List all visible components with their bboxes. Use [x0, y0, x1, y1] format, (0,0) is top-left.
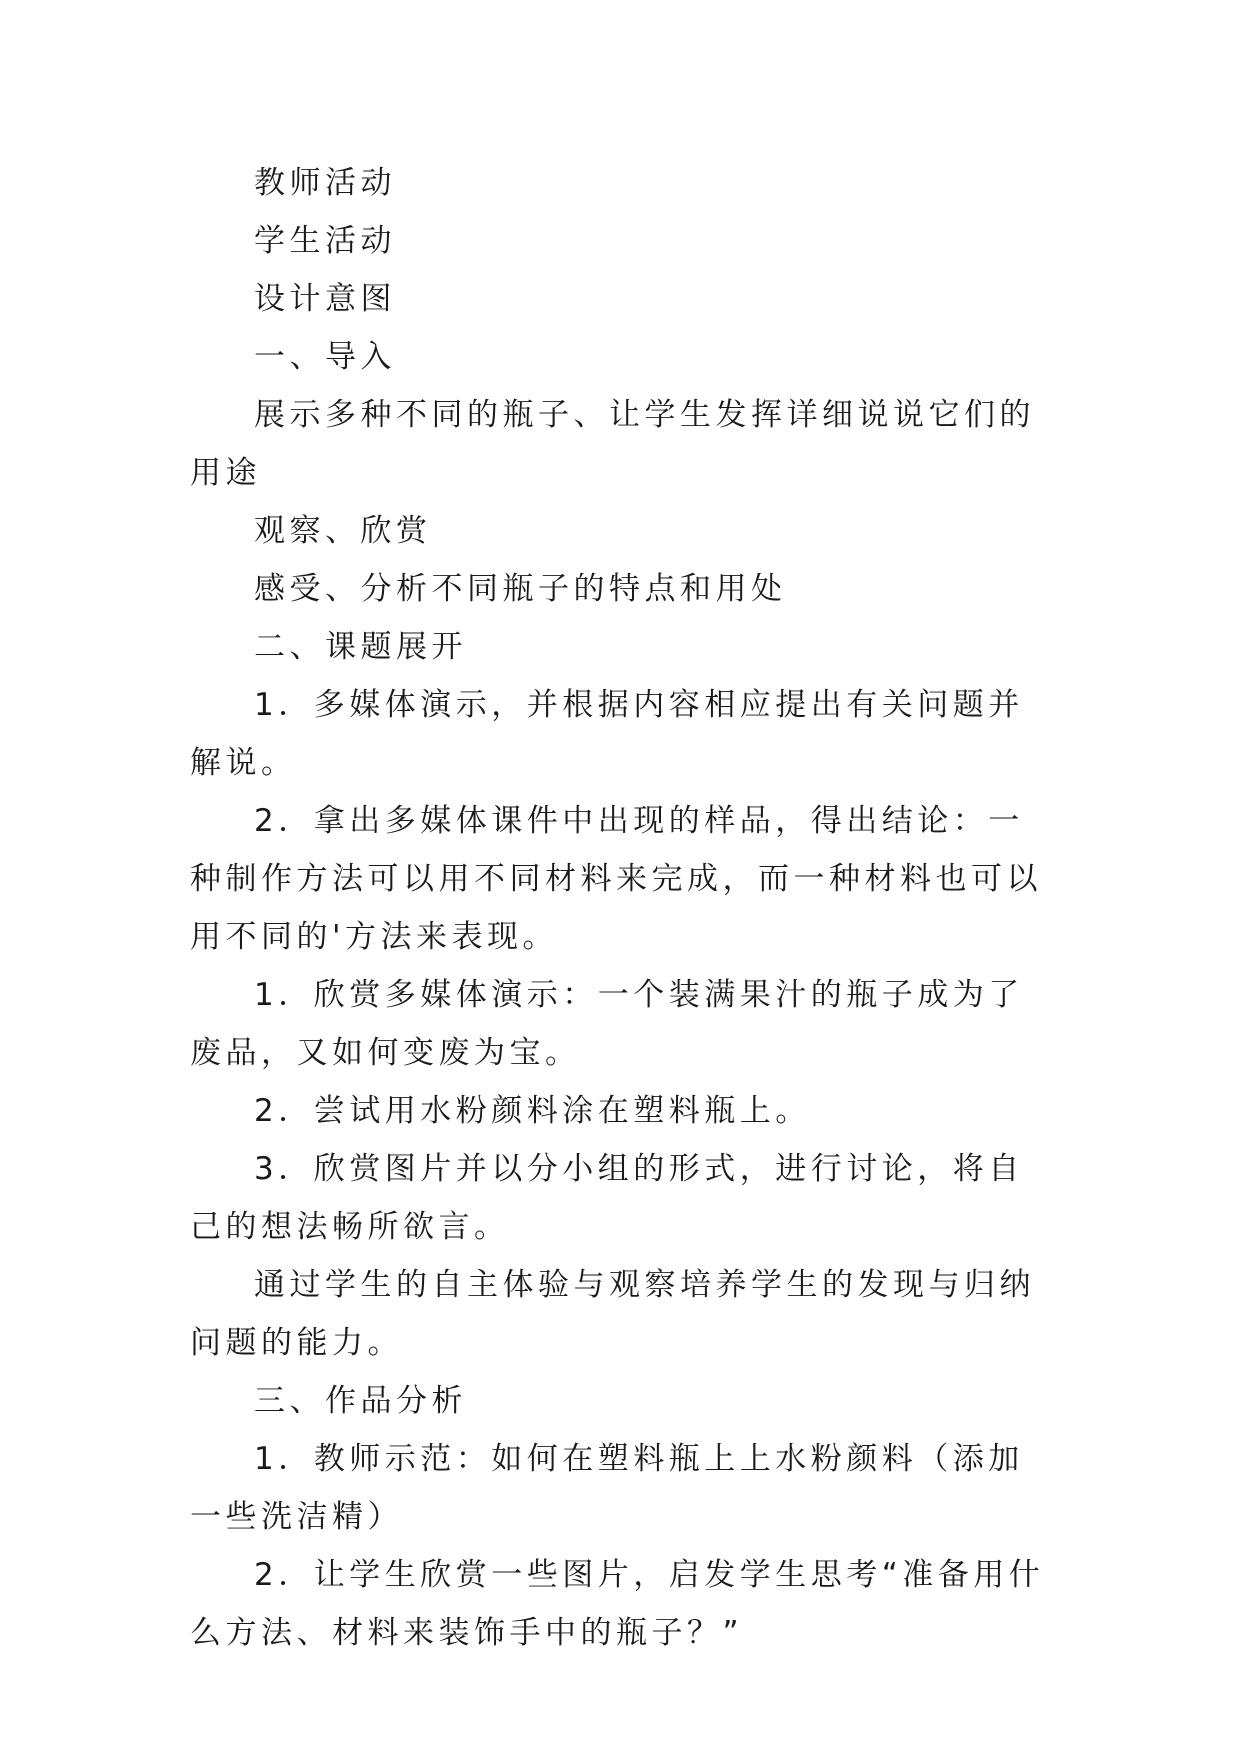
paragraph-student-activity: 学生活动 — [254, 223, 396, 259]
section-heading-work-analysis: 三、作品分析 — [254, 1383, 467, 1419]
section-heading-lesson-development: 二、课题展开 — [254, 629, 467, 665]
paragraph: 观察、欣赏 — [254, 513, 432, 549]
paragraph: 通过学生的自主体验与观察培养学生的发现与归纳问题的能力。 — [190, 1267, 1035, 1361]
paragraph: 展示多种不同的瓶子、让学生发挥详细说说它们的用途 — [190, 397, 1035, 491]
section-heading-introduction: 一、导入 — [254, 339, 396, 375]
document-body — [190, 154, 1050, 1662]
paragraph: 2．尝试用水粉颜料涂在塑料瓶上。 — [254, 1093, 811, 1129]
paragraph: 2．让学生欣赏一些图片，启发学生思考“准备用什么方法、材料来装饰手中的瓶子？” — [190, 1557, 1045, 1651]
paragraph: 1．教师示范：如何在塑料瓶上上水粉颜料（添加一些洗洁精） — [190, 1441, 1024, 1535]
paragraph: 1．多媒体演示，并根据内容相应提出有关问题并解说。 — [190, 687, 1024, 781]
paragraph-teacher-activity: 教师活动 — [254, 165, 396, 201]
paragraph: 3．欣赏图片并以分小组的形式，进行讨论，将自己的想法畅所欲言。 — [190, 1151, 1024, 1245]
paragraph: 1．欣赏多媒体演示：一个装满果汁的瓶子成为了废品，又如何变废为宝。 — [190, 977, 1024, 1071]
paragraph-design-intent: 设计意图 — [254, 281, 396, 317]
paragraph: 感受、分析不同瓶子的特点和用处 — [254, 571, 787, 607]
paragraph: 2．拿出多媒体课件中出现的样品，得出结论：一种制作方法可以用不同材料来完成，而一种材料也可以用不同的'方法来表现。 — [190, 803, 1042, 955]
